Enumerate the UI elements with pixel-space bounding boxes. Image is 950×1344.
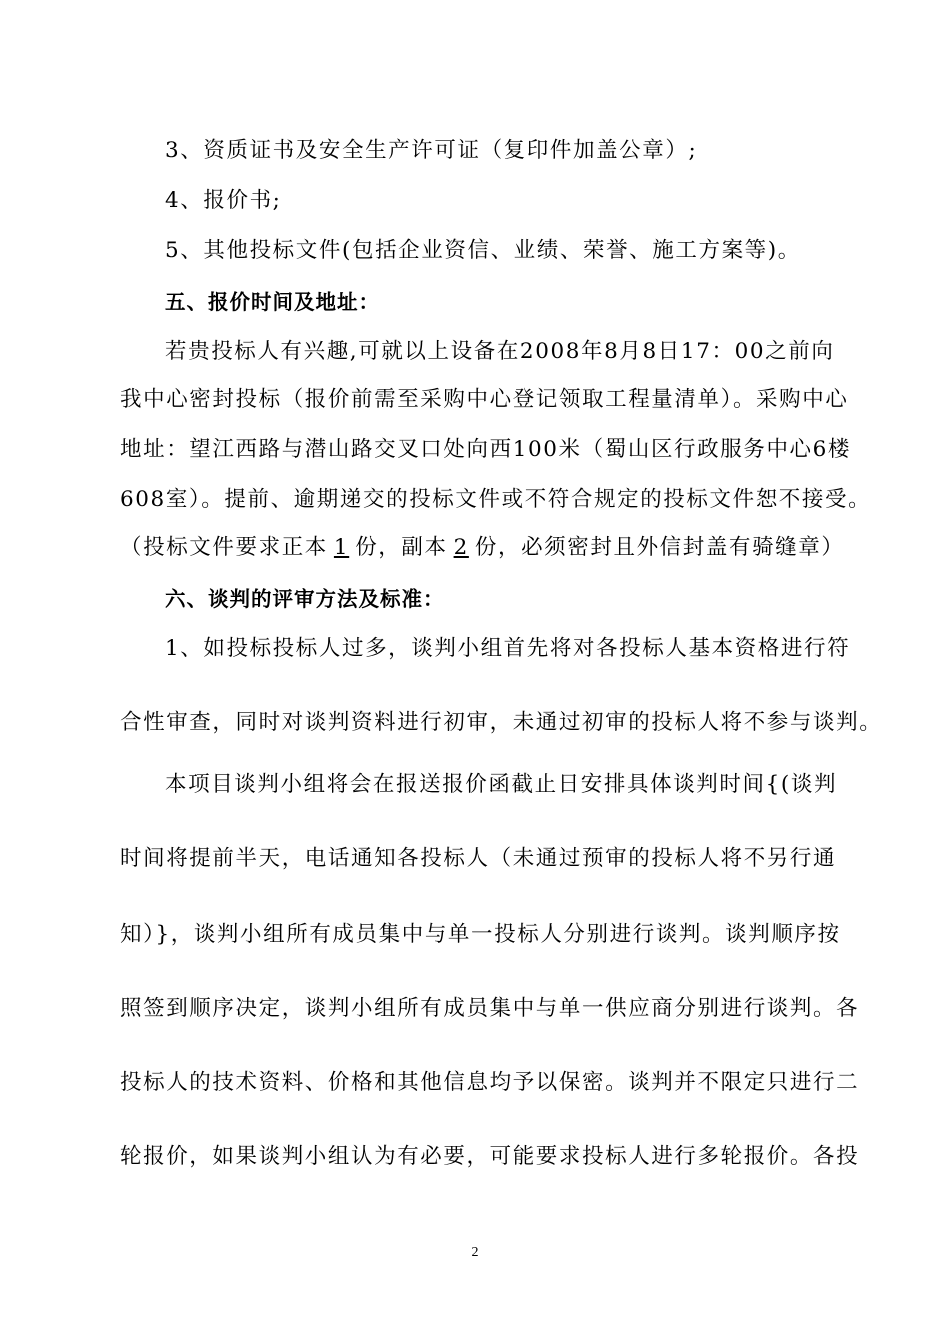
copies-mid: 份，副本 <box>355 535 448 560</box>
section6-para-line-4: 照签到顺序决定，谈判小组所有成员集中与单一供应商分别进行谈判。各 <box>120 996 860 1021</box>
section6-para-line-3: 知）}，谈判小组所有成员集中与单一投标人分别进行谈判。谈判顺序按 <box>120 922 841 947</box>
copies-requirement <box>120 534 845 562</box>
list-item-4: 4、报价书; <box>165 188 282 213</box>
copies-prefix: （投标文件要求正本 <box>120 535 328 560</box>
copies-suffix: 份，必须密封且外信封盖有骑缝章） <box>474 535 845 560</box>
section6-para-line-1: 本项目谈判小组将会在报送报价函截止日安排具体谈判时间{(谈判 <box>165 772 838 797</box>
section5-line-4: 608室）。提前、逾期递交的投标文件或不符合规定的投标文件恕不接受。 <box>120 487 872 512</box>
section6-para-line-5: 投标人的技术资料、价格和其他信息均予以保密。谈判并不限定只进行二 <box>120 1070 860 1095</box>
section-heading-6: 六、谈判的评审方法及标准： <box>165 587 445 611</box>
section6-para-line-6: 轮报价，如果谈判小组认为有必要，可能要求投标人进行多轮报价。各投 <box>120 1144 860 1169</box>
section5-line-3: 地址：望江西路与潜山路交叉口处向西100米（蜀山区行政服务中心6楼 <box>120 437 852 462</box>
page-number: 2 <box>471 1245 479 1260</box>
list-item-3: 3、资质证书及安全生产许可证（复印件加盖公章）; <box>165 138 698 163</box>
section6-item1-line1: 1、如投标投标人过多，谈判小组首先将对各投标人基本资格进行符 <box>165 636 851 661</box>
section5-line-1: 若贵投标人有兴趣,可就以上设备在2008年8月8日17：00之前向 <box>165 339 835 364</box>
original-count: 1 <box>333 535 350 560</box>
section-heading-5: 五、报价时间及地址： <box>165 290 380 314</box>
section5-line-2: 我中心密封投标（报价前需至采购中心登记领取工程量清单）。采购中心 <box>120 387 849 412</box>
list-item-5: 5、其他投标文件(包括企业资信、业绩、荣誉、施工方案等)。 <box>165 238 801 263</box>
copy-count: 2 <box>453 535 469 560</box>
section6-item1-line2: 合性审查，同时对谈判资料进行初审，未通过初审的投标人将不参与谈判。 <box>120 710 883 735</box>
section6-para-line-2: 时间将提前半天，电话通知各投标人（未通过预审的投标人将不另行通 <box>120 846 837 871</box>
